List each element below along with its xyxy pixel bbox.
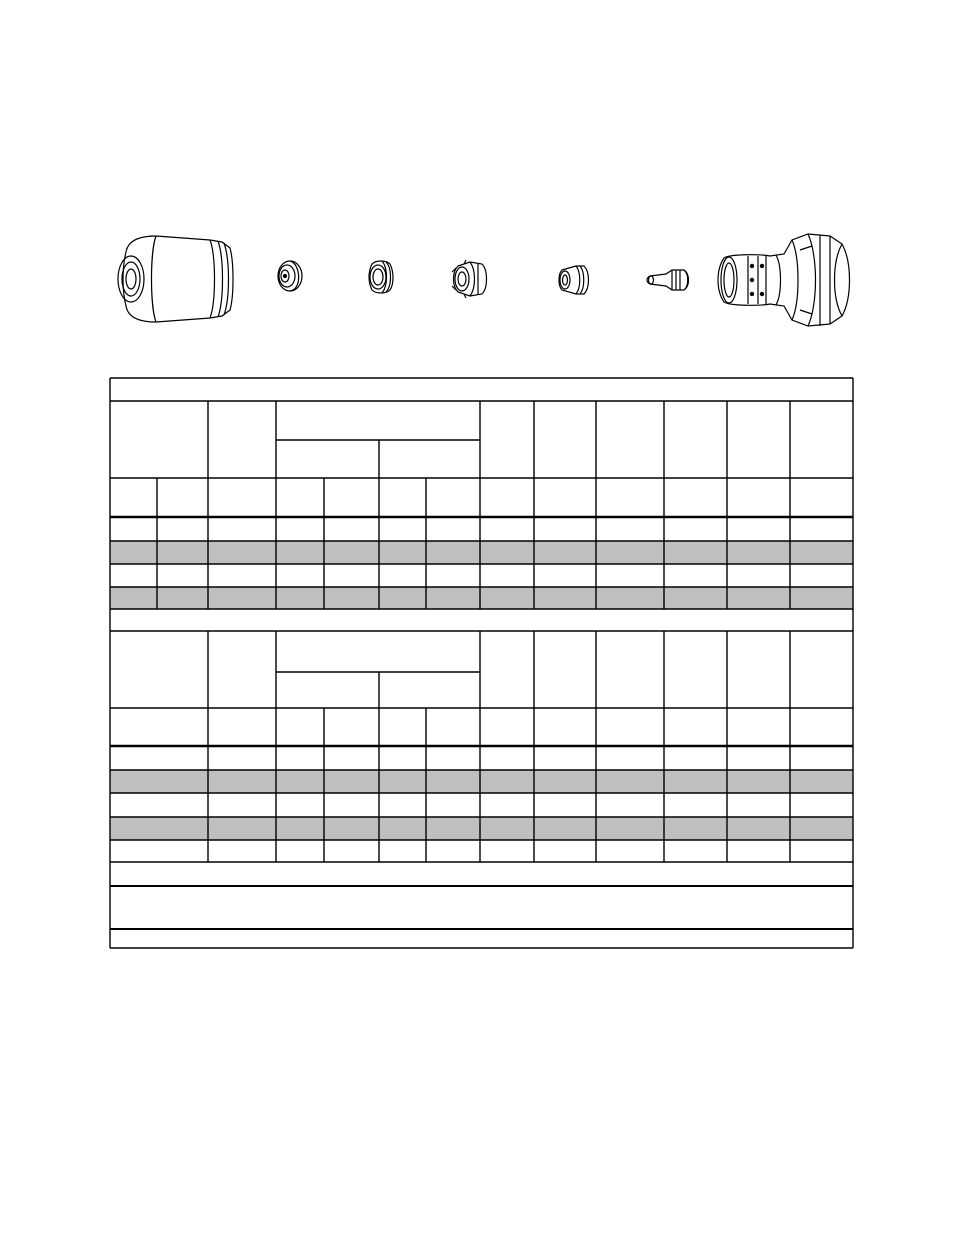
section2-shaded-row [110,817,853,840]
section1-shaded-row [110,587,853,609]
section1-shaded-row [110,541,853,564]
section2-shaded-row [110,770,853,793]
